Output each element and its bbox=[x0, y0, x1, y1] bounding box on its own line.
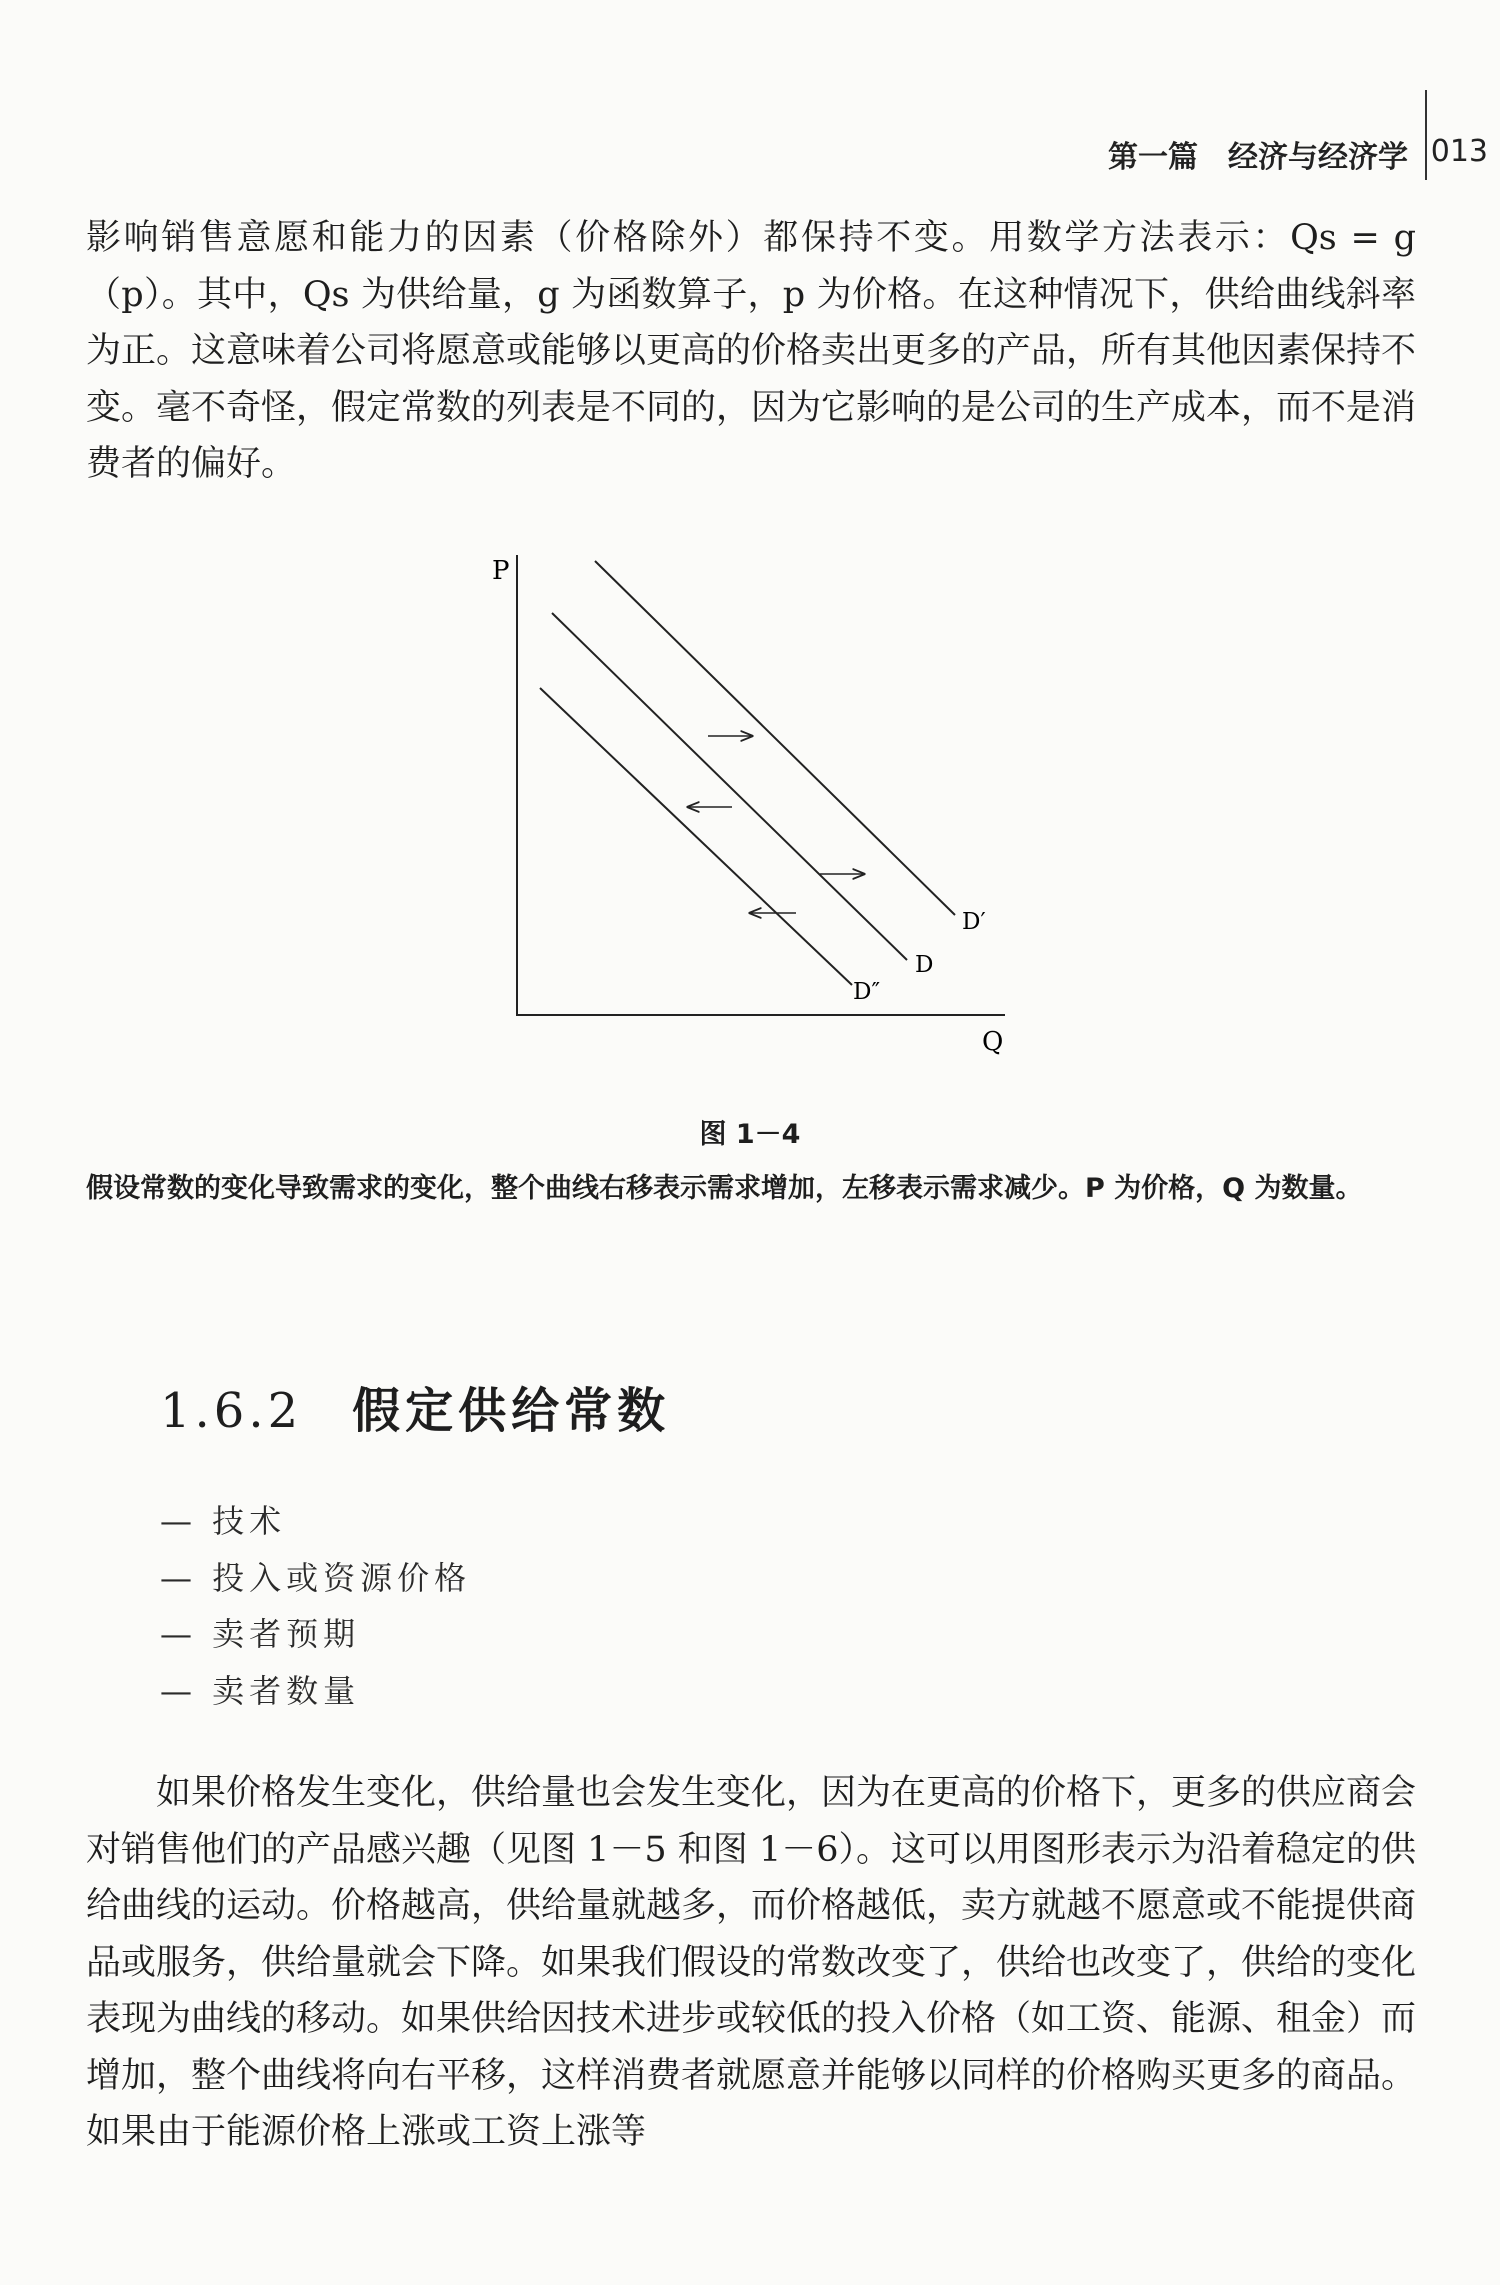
demand-shift-figure bbox=[470, 545, 1050, 1085]
curve-label-d-prime: D′ bbox=[962, 909, 986, 935]
section-number: 1.6.2 bbox=[160, 1383, 303, 1439]
header-divider bbox=[1425, 90, 1427, 180]
paragraph-1: 影响销售意愿和能力的因素（价格除外）都保持不变。用数学方法表示：Qs = g（p）。其中，Qs 为供给量，g 为函数算子，p 为价格。在这种情况下，供给曲线斜率为正。这意味着公司将愿意或能够以更高的价格卖出更多的产品，所有其他因素保持不变。毫不奇怪，假定常数的列表是不同的，因为它影响的是公司的生产成本，而不是消费者的偏好。 bbox=[86, 218, 1417, 484]
section-heading bbox=[160, 1372, 670, 1441]
header-section-title: 第一篇 经济与经济学 bbox=[1108, 140, 1408, 175]
figure-caption: 假设常数的变化导致需求的变化，整个曲线右移表示需求增加，左移表示需求减少。P 为价格，Q 为数量。 bbox=[86, 1173, 1363, 1204]
section-title: 假定供给常数 bbox=[352, 1383, 671, 1439]
curve-d bbox=[552, 613, 907, 960]
y-axis-label: P bbox=[492, 556, 510, 586]
running-header bbox=[900, 118, 1500, 178]
paragraph-2-text: 如果价格发生变化，供给量也会发生变化，因为在更高的价格下，更多的供应商会对销售他们的产品感兴趣（见图 1－5 和图 1－6）。这可以用图形表示为沿着稳定的供给曲线的运动。价格越高，供给量就越多，而价格越低，卖方就越不愿意或不能提供商品或服务，供给量就会下降。如果我们假设的常数改变了，供给也改变了，供给的变化表现为曲线的移动。如果供给因技术进步或较低的投入价格（如工资、能源、租金）而增加，整个曲线将向右平移，这样消费者就愿意并能够以同样的价格购买更多的商品。如果由于能源价格上涨或工资上涨等 bbox=[86, 1773, 1417, 2152]
curve-d-prime bbox=[595, 561, 955, 915]
list-item: — 技术 bbox=[160, 1502, 287, 1540]
figure-title: 图 1－4 bbox=[699, 1119, 801, 1150]
list-item: — 投入或资源价格 bbox=[160, 1558, 472, 1597]
curve-label-d-double-prime: D″ bbox=[853, 979, 881, 1005]
paragraph-2 bbox=[86, 1765, 1416, 2161]
curve-label-d: D bbox=[915, 952, 934, 978]
list-item: — 卖者预期 bbox=[160, 1615, 361, 1653]
x-axis-label: Q bbox=[982, 1027, 1004, 1057]
curve-d-double-prime bbox=[540, 688, 852, 985]
supply-constants-list bbox=[160, 1493, 471, 1719]
list-item: — 卖者数量 bbox=[160, 1671, 361, 1710]
page-number: 013 bbox=[1430, 134, 1488, 169]
